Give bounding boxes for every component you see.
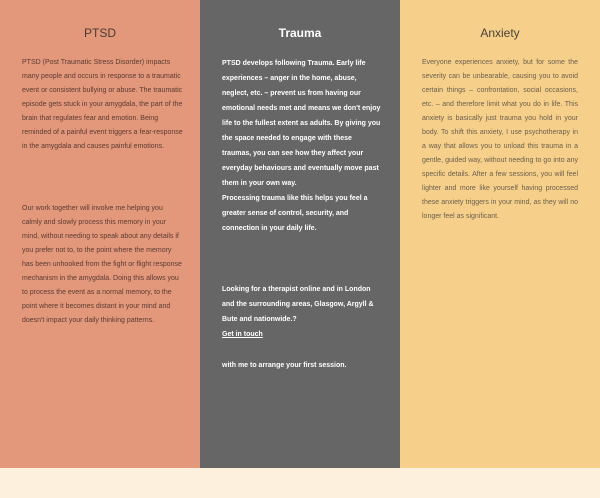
ptsd-column xyxy=(0,0,200,468)
trauma-cta-followup: with me to arrange your first session. xyxy=(222,362,347,369)
trauma-cta xyxy=(200,282,400,342)
ptsd-title: PTSD xyxy=(83,26,116,40)
anxiety-column xyxy=(400,0,600,468)
trauma-cta-text: Looking for a therapist online and in London and the surrounding areas, Glasgow, Argyll & Bute and nationwide.? xyxy=(222,286,374,323)
trauma-paragraph-2: Processing trauma like this helps you feel a greater sense of control, security, and connection in your daily life. xyxy=(222,195,368,232)
anxiety-title: Anxiety xyxy=(480,26,520,40)
get-in-touch-link[interactable]: Get in touch xyxy=(222,331,263,338)
ptsd-paragraph-1: PTSD (Post Traumatic Stress Disorder) impacts many people and occurs in response to a traumatic event or consistent bullying or abuse. The traumatic episode gets stuck in your amygdala, the part of the brain that regulates fear and emotion. Being reminded of a painful event triggers a fear-response in the amygdala and causes painful emotions. xyxy=(22,59,183,150)
trauma-paragraph-1: PTSD develops following Trauma. Early life experiences – anger in the home, abuse, neglect, etc. – prevent us from having our emotional needs met and means we don't enjoy life to the fullest extent as adults. By giving you the space needed to engage with these traumas, you can see how they affect your everyday behaviours and eventually move past them in your own way. xyxy=(222,60,381,187)
anxiety-paragraph-1: Everyone experiences anxiety, but for some the severity can be unbearable, causing you to avoid certain things – confrontation, social occasions, etc. – and therefore limit what you do in life. This anxiety is basically just trauma you hold in your body. To shift this anxiety, I use psychotherapy in a way that allows you to unload this trauma in a gentle, guided way, without needing to go into any specific details. After a few sessions, you will feel lighter and more like yourself having processed these anxiety triggers in your mind, as they will no longer feel as significant. xyxy=(422,59,578,220)
trauma-title: Trauma xyxy=(278,26,322,40)
footer-band xyxy=(0,468,600,498)
ptsd-paragraph-2: Our work together will involve me helping you calmly and slowly process this memory in your mind, without needing to speak about any details if you prefer not to, to the point where the memory has been unhooked from the fight or flight response mechanism in the amygdala. Doing this allows you to process the event as a normal memory, to the point where it becomes distant in your mind and doesn't impact your daily thinking patterns. xyxy=(22,205,182,324)
trauma-column xyxy=(200,0,400,468)
